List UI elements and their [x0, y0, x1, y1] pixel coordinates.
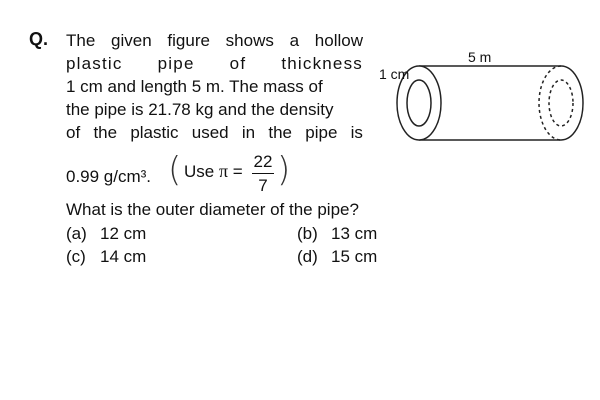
option-label: (d) [297, 247, 318, 266]
length-label: 5 m [468, 49, 492, 65]
pipe-figure [375, 40, 595, 150]
question-line-3: 1 cm and length 5 m. The mass of [66, 77, 323, 96]
option-b[interactable] [297, 224, 377, 244]
pi-denominator: 7 [258, 176, 268, 195]
pi-symbol: π [218, 161, 229, 181]
density-text: 0.99 g/cm³. [66, 167, 152, 186]
equals-sign: = [232, 162, 243, 181]
option-a[interactable] [66, 224, 146, 244]
word: a [289, 31, 300, 50]
word: thickness [281, 54, 363, 73]
word: is [350, 123, 363, 142]
question-line-2 [66, 52, 363, 75]
option-text: 12 cm [100, 224, 147, 243]
use-word: Use [184, 162, 215, 181]
option-text: 15 cm [331, 247, 378, 266]
word: of [229, 54, 247, 73]
question-line-1 [66, 29, 363, 52]
word: pipe [157, 54, 195, 73]
word: in [241, 123, 256, 142]
thickness-label: 1 cm [379, 66, 410, 82]
left-paren: ( [168, 150, 182, 190]
option-label: (b) [297, 224, 318, 243]
option-label: (c) [66, 247, 86, 266]
pipe-back-outer [561, 66, 583, 140]
pi-hint [168, 150, 291, 196]
option-text: 14 cm [100, 247, 147, 266]
question-line-5 [66, 121, 363, 144]
word: the [93, 123, 118, 142]
word: pipe [305, 123, 338, 142]
right-paren: ) [277, 150, 291, 190]
word: plastic [130, 123, 179, 142]
word: plastic [66, 54, 123, 73]
word: shows [225, 31, 274, 50]
word: given [111, 31, 152, 50]
option-label: (a) [66, 224, 87, 243]
pi-numerator: 22 [253, 152, 273, 171]
question-label: Q. [29, 29, 49, 49]
fraction-bar [252, 173, 274, 174]
question-ask: What is the outer diameter of the pipe? [66, 200, 359, 219]
word: the [268, 123, 293, 142]
option-c[interactable] [66, 247, 146, 267]
word: figure [167, 31, 210, 50]
word: used [191, 123, 229, 142]
pipe-back-inner [549, 80, 573, 126]
word: hollow [314, 31, 363, 50]
option-d[interactable] [297, 247, 377, 267]
question-line-4: the pipe is 21.78 kg and the density [66, 100, 334, 119]
word: The [66, 31, 96, 50]
density-row [66, 152, 306, 196]
pi-fraction [252, 152, 274, 196]
use-text [184, 161, 243, 182]
pipe-back-outer-hidden [539, 66, 561, 140]
word: of [66, 123, 81, 142]
option-text: 13 cm [331, 224, 378, 243]
